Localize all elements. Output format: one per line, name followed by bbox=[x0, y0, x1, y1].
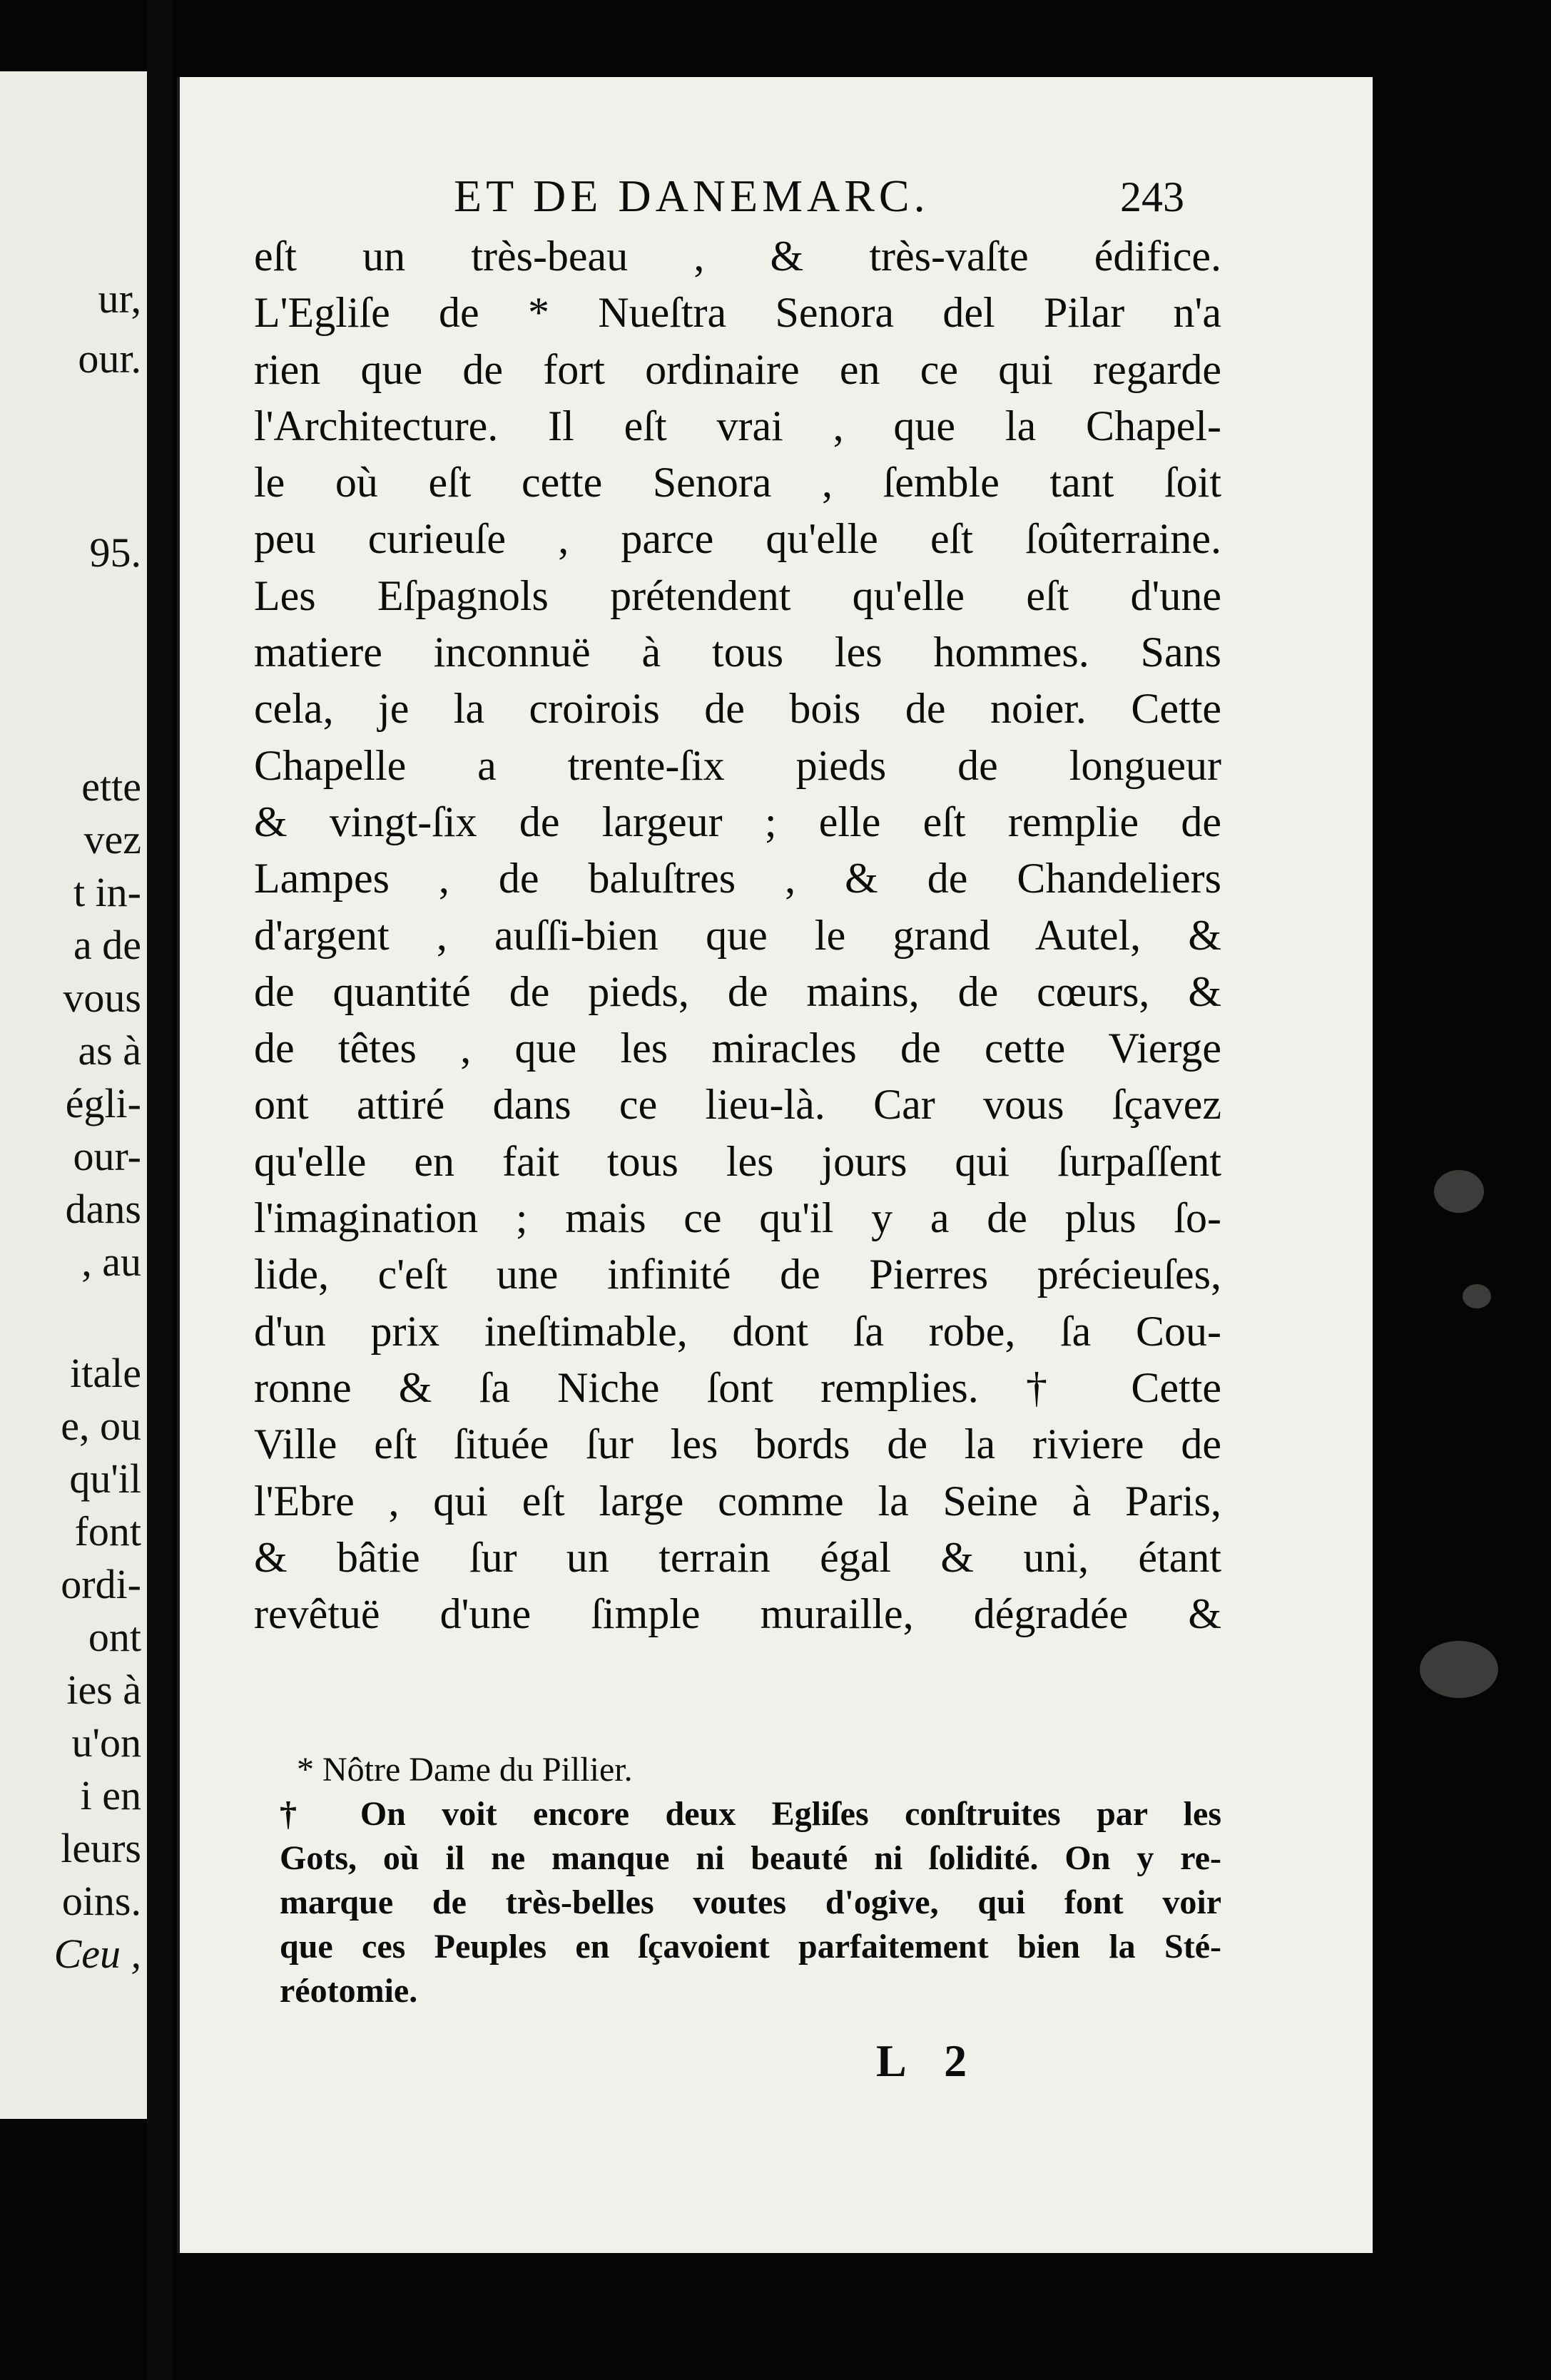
previous-page-line: oins. bbox=[61, 1878, 141, 1924]
body-line: rien que de fort ordinaire en ce qui regarde bbox=[254, 345, 1221, 393]
body-line: eſt un très-beau , & très-vaſte édifice. bbox=[254, 233, 1221, 280]
body-line: lide, c'eſt une infinité de Pierres précieuſes, bbox=[254, 1251, 1221, 1298]
running-title: ET DE DANEMARC. bbox=[454, 171, 930, 221]
body-line: de quantité de pieds, de mains, de cœurs, & bbox=[254, 967, 1221, 1015]
previous-page-line: ont bbox=[88, 1614, 141, 1660]
footnote-line: que ces Peuples en ſçavoient parfaitement bien la Sté- bbox=[280, 1928, 1221, 1965]
body-line: ont attiré dans ce lieu-là. Car vous ſçavez bbox=[254, 1081, 1221, 1129]
previous-page-line: ur, bbox=[98, 275, 141, 322]
previous-page-line: t in- bbox=[73, 869, 141, 915]
previous-page-line: i en bbox=[80, 1772, 141, 1819]
previous-page-line: dans bbox=[65, 1186, 141, 1232]
body-line: peu curieuſe , parce qu'elle eſt ſoûterraine. bbox=[254, 515, 1221, 563]
body-line: de têtes , que les miracles de cette Vierge bbox=[254, 1024, 1221, 1072]
previous-page-line: égli- bbox=[65, 1080, 141, 1127]
body-line: l'Ebre , qui eſt large comme la Seine à Paris, bbox=[254, 1477, 1221, 1525]
footnote-line: * Nôtre Dame du Pillier. bbox=[297, 1751, 633, 1789]
edge-speck bbox=[1420, 1641, 1498, 1698]
body-line: & vingt-ſix de largeur ; elle eſt remplie de bbox=[254, 798, 1221, 845]
previous-page-line: our. bbox=[78, 335, 141, 382]
previous-page-line: ies à bbox=[66, 1667, 141, 1713]
body-line: Les Eſpagnols prétendent qu'elle eſt d'une bbox=[254, 571, 1221, 619]
body-line: d'argent , auſſi-bien que le grand Autel, & bbox=[254, 911, 1221, 959]
previous-page-line: qu'il bbox=[69, 1455, 141, 1502]
edge-speck bbox=[1434, 1170, 1484, 1213]
previous-page-line: leurs bbox=[61, 1825, 141, 1871]
previous-page-line: ordi- bbox=[61, 1561, 141, 1607]
previous-page-line: itale bbox=[70, 1350, 141, 1396]
previous-page-line: vous bbox=[63, 975, 141, 1021]
signature-mark: L 2 bbox=[876, 2035, 982, 2086]
body-line: Ville eſt ſituée ſur les bords de la riviere de bbox=[254, 1420, 1221, 1468]
edge-speck bbox=[1463, 1284, 1491, 1308]
previous-page-line: as à bbox=[78, 1027, 141, 1074]
previous-page-line: , au bbox=[81, 1239, 141, 1285]
body-line: qu'elle en fait tous les jours qui ſurpaſſent bbox=[254, 1137, 1221, 1185]
body-line: L'Egliſe de * Nueſtra Senora del Pilar n'a bbox=[254, 289, 1221, 337]
footnote-line: marque de très-belles voutes d'ogive, qui font voir bbox=[280, 1883, 1221, 1921]
body-line: Chapelle a trente-ſix pieds de longueur bbox=[254, 741, 1221, 789]
previous-page-line: vez bbox=[83, 816, 141, 863]
previous-page-line: ette bbox=[81, 763, 141, 810]
previous-page-line: a de bbox=[73, 922, 141, 968]
body-line: revêtuë d'une ſimple muraille, dégradée & bbox=[254, 1590, 1221, 1638]
body-text bbox=[254, 228, 1221, 1642]
previous-page-line: font bbox=[74, 1508, 141, 1555]
previous-page-line: our- bbox=[73, 1133, 141, 1179]
previous-page-line: e, ou bbox=[61, 1403, 141, 1449]
running-head bbox=[265, 170, 1221, 227]
page-number: 243 bbox=[1120, 173, 1184, 220]
body-line: l'imagination ; mais ce qu'il y a de plus ſo- bbox=[254, 1194, 1221, 1242]
previous-page-line: Ceu , bbox=[54, 1931, 141, 1977]
body-line: & bâtie ſur un terrain égal & uni, étant bbox=[254, 1533, 1221, 1581]
previous-page-fragment bbox=[0, 71, 147, 2119]
footnotes bbox=[280, 1748, 1221, 2013]
footnote-line: réotomie. bbox=[280, 1972, 418, 2010]
body-line: d'un prix ineſtimable, dont ſa robe, ſa Cou- bbox=[254, 1307, 1221, 1355]
book-gutter bbox=[147, 0, 173, 2380]
footnote-line: † On voit encore deux Egliſes conſtruites par les bbox=[280, 1795, 1221, 1833]
body-line: matiere inconnuë à tous les hommes. Sans bbox=[254, 629, 1221, 676]
body-line: ronne & ſa Niche ſont remplies. † Cette bbox=[254, 1363, 1221, 1411]
body-line: le où eſt cette Senora , ſemble tant ſoit bbox=[254, 459, 1221, 507]
previous-page-line: 95. bbox=[89, 529, 141, 576]
body-line: Lampes , de baluſtres , & de Chandeliers bbox=[254, 855, 1221, 902]
previous-page-line: u'on bbox=[71, 1719, 141, 1766]
footnote-line: Gots, où il ne manque ni beauté ni ſolidité. On y re- bbox=[280, 1839, 1221, 1877]
body-line: l'Architecture. Il eſt vrai , que la Chapel- bbox=[254, 402, 1221, 449]
body-line: cela, je la croirois de bois de noier. Cette bbox=[254, 685, 1221, 733]
